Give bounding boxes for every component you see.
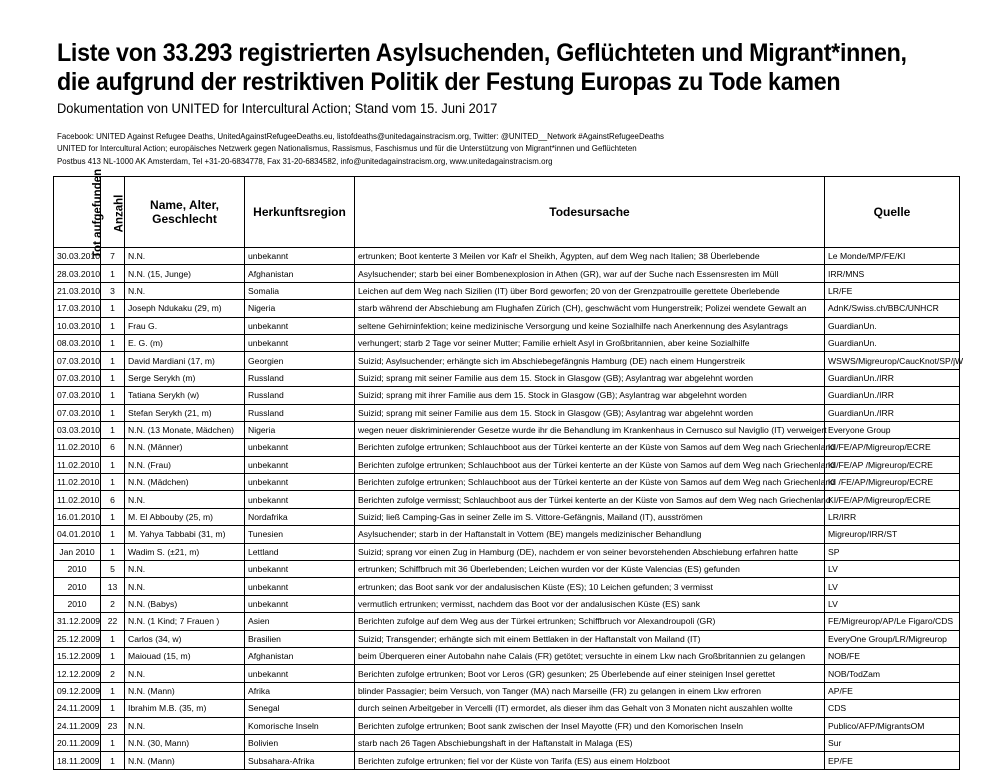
cell-source: Le Monde/MP/FE/KI — [825, 248, 960, 265]
cell-name: N.N. — [125, 248, 245, 265]
cell-date: 10.03.2010 — [54, 317, 101, 334]
table-row — [54, 248, 960, 265]
cell-cause: Berichten zufolge vermisst; Schlauchboot aus der Türkei kenterte an der Küste von Samos auf dem Weg nach Griechenland — [355, 491, 825, 508]
table-header-row — [54, 177, 960, 248]
cell-region: Georgien — [245, 352, 355, 369]
cell-source: LR/IRR — [825, 508, 960, 525]
cell-date: 11.02.2010 — [54, 456, 101, 473]
table-row — [54, 613, 960, 630]
cell-cause: ertrunken; Schiffbruch mit 36 Überlebenden; Leichen wurden vor der Küste Valencias (ES) gefunden — [355, 561, 825, 578]
cell-count: 23 — [101, 717, 125, 734]
cell-source: GuardianUn. — [825, 334, 960, 351]
cell-cause: vermutlich ertrunken; vermisst, nachdem das Boot vor der andalusischen Küste (ES) sank — [355, 595, 825, 612]
cell-source: CDS — [825, 700, 960, 717]
cell-name: N.N. — [125, 578, 245, 595]
header-source: Quelle — [825, 177, 960, 248]
cell-region: Nigeria — [245, 300, 355, 317]
table-row — [54, 508, 960, 525]
cell-count: 1 — [101, 300, 125, 317]
cell-count: 1 — [101, 334, 125, 351]
cell-count: 5 — [101, 561, 125, 578]
document-subtitle: Dokumentation von UNITED for Intercultural Action; Stand vom 15. Juni 2017 — [57, 100, 498, 116]
cell-cause: starb während der Abschiebung am Flughafen Zürich (CH), geschwächt vom Hungerstreik; Polizei wendete Gewalt an — [355, 300, 825, 317]
cell-name: N.N. (Mädchen) — [125, 474, 245, 491]
cell-date: 28.03.2010 — [54, 265, 101, 282]
table-row — [54, 734, 960, 751]
cell-source: Publico/AFP/MigrantsOM — [825, 717, 960, 734]
cell-region: Bolivien — [245, 734, 355, 751]
cell-date: 20.11.2009 — [54, 734, 101, 751]
table-row — [54, 491, 960, 508]
cell-count: 3 — [101, 282, 125, 299]
cell-region: Afrika — [245, 682, 355, 699]
cell-cause: durch seinen Arbeitgeber in Vercelli (IT) ermordet, als dieser ihm das Gehalt von 3 Monaten nicht auszahlen wollte — [355, 700, 825, 717]
cell-count: 1 — [101, 352, 125, 369]
table-row — [54, 561, 960, 578]
cell-source: FE/Migreurop/AP/Le Figaro/CDS — [825, 613, 960, 630]
cell-source: EP/FE — [825, 752, 960, 769]
cell-source: NOB/TodZam — [825, 665, 960, 682]
table-row — [54, 265, 960, 282]
cell-source: LR/FE — [825, 282, 960, 299]
cell-region: unbekannt — [245, 317, 355, 334]
cell-cause: beim Überqueren einer Autobahn nahe Calais (FR) getötet; versuchte in einem Lkw nach Großbritannien zu gelangen — [355, 647, 825, 664]
cell-count: 1 — [101, 630, 125, 647]
cell-count: 1 — [101, 421, 125, 438]
cell-region: Russland — [245, 387, 355, 404]
cell-count: 1 — [101, 700, 125, 717]
cell-cause: Suizid; ließ Camping-Gas in seiner Zelle im S. Vittore-Gefängnis, Mailand (IT), ausströmen — [355, 508, 825, 525]
contact-info-line-2: UNITED for Intercultural Action; europäisches Netzwerk gegen Nationalismus, Rassismus, Faschismus und für die Unterstützung von Migrant*innen und Geflüchteten — [57, 143, 637, 154]
cell-region: Russland — [245, 404, 355, 421]
header-count: Anzahl — [101, 177, 125, 248]
cell-name: Wadim S. (±21, m) — [125, 543, 245, 560]
cell-region: Somalia — [245, 282, 355, 299]
table-row — [54, 647, 960, 664]
cell-count: 1 — [101, 752, 125, 769]
cell-source: GuardianUn./IRR — [825, 404, 960, 421]
table-row — [54, 317, 960, 334]
cell-name: David Mardiani (17, m) — [125, 352, 245, 369]
cell-region: unbekannt — [245, 491, 355, 508]
table-row — [54, 282, 960, 299]
table-body — [54, 248, 964, 770]
cell-date: 2010 — [54, 561, 101, 578]
cell-cause: Suizid; sprang mit ihrer Familie aus dem 15. Stock in Glasgow (GB); Asylantrag war abgelehnt worden — [355, 387, 825, 404]
cell-region: Brasilien — [245, 630, 355, 647]
cell-date: 03.03.2010 — [54, 421, 101, 438]
cell-cause: verhungert; starb 2 Tage vor seiner Mutter; Familie erhielt Asyl in Großbritannien, aber keine Sozialhilfe — [355, 334, 825, 351]
cell-name: Stefan Serykh (21, m) — [125, 404, 245, 421]
cell-date: 21.03.2010 — [54, 282, 101, 299]
cell-region: Senegal — [245, 700, 355, 717]
table-row — [54, 387, 960, 404]
table-row — [54, 752, 960, 769]
cell-region: Nigeria — [245, 421, 355, 438]
cell-source: KI /FE/AP/Migreurop/ECRE — [825, 474, 960, 491]
cell-region: unbekannt — [245, 578, 355, 595]
cell-name: N.N. — [125, 717, 245, 734]
cell-region: unbekannt — [245, 474, 355, 491]
cell-date: 11.02.2010 — [54, 491, 101, 508]
cell-cause: Suizid; Asylsuchender; erhängte sich im Abschiebegefängnis Hamburg (DE) nach einem Hungerstreik — [355, 352, 825, 369]
table-row — [54, 665, 960, 682]
cell-count: 1 — [101, 317, 125, 334]
cell-name: N.N. (30, Mann) — [125, 734, 245, 751]
cell-count: 1 — [101, 474, 125, 491]
table-row — [54, 630, 960, 647]
cell-cause: blinder Passagier; beim Versuch, von Tanger (MA) nach Marseille (FR) zu gelangen in einem Lkw erfroren — [355, 682, 825, 699]
cell-region: unbekannt — [245, 334, 355, 351]
cell-name: N.N. (Mann) — [125, 682, 245, 699]
table-row — [54, 474, 960, 491]
cell-region: unbekannt — [245, 561, 355, 578]
cell-region: Russland — [245, 369, 355, 386]
cell-date: 16.01.2010 — [54, 508, 101, 525]
cell-date: 11.02.2010 — [54, 439, 101, 456]
cell-count: 1 — [101, 526, 125, 543]
header-date: Tot aufgefunden — [54, 177, 101, 248]
cell-date: 15.12.2009 — [54, 647, 101, 664]
cell-date: 12.12.2009 — [54, 665, 101, 682]
table-row — [54, 421, 960, 438]
cell-name: N.N. — [125, 665, 245, 682]
cell-region: Afghanistan — [245, 647, 355, 664]
cell-date: 31.12.2009 — [54, 613, 101, 630]
cell-source: Migreurop/IRR/ST — [825, 526, 960, 543]
cell-region: unbekannt — [245, 665, 355, 682]
cell-name: N.N. (13 Monate, Mädchen) — [125, 421, 245, 438]
cell-count: 1 — [101, 456, 125, 473]
header-region: Herkunftsregion — [245, 177, 355, 248]
cell-name: Frau G. — [125, 317, 245, 334]
cell-name: N.N. (Männer) — [125, 439, 245, 456]
cell-cause: Berichten zufolge ertrunken; Schlauchboot aus der Türkei kenterte an der Küste von Samos auf dem Weg nach Griechenland — [355, 474, 825, 491]
cell-cause: starb nach 26 Tagen Abschiebungshaft in der Haftanstalt in Malaga (ES) — [355, 734, 825, 751]
table-row — [54, 369, 960, 386]
cell-source: KI/FE/AP /Migreurop/ECRE — [825, 456, 960, 473]
cell-name: Carlos (34, w) — [125, 630, 245, 647]
table-row — [54, 404, 960, 421]
cell-cause: Berichten zufolge ertrunken; Schlauchboot aus der Türkei kenterte an der Küste von Samos auf dem Weg nach Griechenland — [355, 439, 825, 456]
cell-date: 04.01.2010 — [54, 526, 101, 543]
cell-cause: Suizid; sprang vor einen Zug in Hamburg (DE), nachdem er von seiner bevorstehenden Abschiebung erfahren hatte — [355, 543, 825, 560]
cell-region: Komorische Inseln — [245, 717, 355, 734]
cell-source: LV — [825, 578, 960, 595]
cell-source: KI/FE/AP/Migreurop/ECRE — [825, 491, 960, 508]
cell-cause: seltene Gehirninfektion; keine medizinische Versorgung und keine Sozialhilfe nach Anerkennung des Asylantrags — [355, 317, 825, 334]
table-row — [54, 300, 960, 317]
cell-count: 6 — [101, 439, 125, 456]
cell-count: 1 — [101, 508, 125, 525]
cell-cause: Suizid; sprang mit seiner Familie aus dem 15. Stock in Glasgow (GB); Asylantrag war abgelehnt worden — [355, 369, 825, 386]
cell-name: Joseph Ndukaku (29, m) — [125, 300, 245, 317]
cell-region: unbekannt — [245, 595, 355, 612]
deaths-table — [53, 168, 964, 770]
cell-cause: ertrunken; das Boot sank vor der andalusischen Küste (ES); 10 Leichen gefunden; 3 vermisst — [355, 578, 825, 595]
table-row — [54, 334, 960, 351]
cell-count: 1 — [101, 682, 125, 699]
cell-name: N.N. (Mann) — [125, 752, 245, 769]
cell-cause: Berichten zufolge ertrunken; fiel vor der Küste von Tarifa (ES) aus einem Holzboot — [355, 752, 825, 769]
cell-name: Tatiana Serykh (w) — [125, 387, 245, 404]
cell-name: E. G. (m) — [125, 334, 245, 351]
cell-date: 11.02.2010 — [54, 474, 101, 491]
cell-name: N.N. — [125, 282, 245, 299]
cell-source: IRR/MNS — [825, 265, 960, 282]
cell-region: Nordafrika — [245, 508, 355, 525]
contact-info — [57, 130, 664, 167]
cell-name: M. Yahya Tabbabi (31, m) — [125, 526, 245, 543]
contact-info-line-3: Postbus 413 NL-1000 AK Amsterdam, Tel +31-20-6834778, Fax 31-20-6834582, info@unitedagainstracism.org, www.unitedagainstracism.org — [57, 155, 553, 166]
cell-source: LV — [825, 595, 960, 612]
cell-date: 07.03.2010 — [54, 369, 101, 386]
cell-count: 2 — [101, 595, 125, 612]
cell-source: EveryOne Group/LR/Migreurop — [825, 630, 960, 647]
cell-source: Sur — [825, 734, 960, 751]
cell-count: 1 — [101, 387, 125, 404]
cell-count: 6 — [101, 491, 125, 508]
table-row — [54, 595, 960, 612]
cell-source: KI/FE/AP/Migreurop/ECRE — [825, 439, 960, 456]
table-row — [54, 439, 960, 456]
cell-cause: Suizid; sprang mit seiner Familie aus dem 15. Stock in Glasgow (GB); Asylantrag war abgelehnt worden — [355, 404, 825, 421]
cell-count: 1 — [101, 265, 125, 282]
cell-date: 08.03.2010 — [54, 334, 101, 351]
cell-count: 22 — [101, 613, 125, 630]
cell-cause: Leichen auf dem Weg nach Sizilien (IT) über Bord geworfen; 20 von der Grenzpatrouille gerettete Überlebende — [355, 282, 825, 299]
cell-source: GuardianUn./IRR — [825, 369, 960, 386]
table-row — [54, 543, 960, 560]
contact-info-line-1: Facebook: UNITED Against Refugee Deaths, UnitedAgainstRefugeeDeaths.eu, listofdeaths@unitedagainstracism.org, Twitter: @UNITED__Network #AgainstRefugeeDeaths — [57, 131, 664, 141]
cell-region: Lettland — [245, 543, 355, 560]
cell-region: unbekannt — [245, 456, 355, 473]
cell-source: Everyone Group — [825, 421, 960, 438]
cell-count: 1 — [101, 647, 125, 664]
cell-cause: Berichten zufolge ertrunken; Schlauchboot aus der Türkei kenterte an der Küste von Samos auf dem Weg nach Griechenland — [355, 456, 825, 473]
cell-date: 2010 — [54, 595, 101, 612]
cell-date: 18.11.2009 — [54, 752, 101, 769]
cell-date: 09.12.2009 — [54, 682, 101, 699]
cell-region: unbekannt — [245, 439, 355, 456]
table-row — [54, 578, 960, 595]
cell-date: 07.03.2010 — [54, 404, 101, 421]
cell-cause: Berichten zufolge ertrunken; Boot sank zwischen der Insel Mayotte (FR) und den Komorischen Inseln — [355, 717, 825, 734]
header-name: Name, Alter, Geschlecht — [125, 177, 245, 248]
cell-count: 13 — [101, 578, 125, 595]
cell-name: N.N. — [125, 491, 245, 508]
cell-cause: Berichten zufolge auf dem Weg aus der Türkei ertrunken; Schiffbruch vor Alexandroupoli (GR) — [355, 613, 825, 630]
cell-count: 1 — [101, 404, 125, 421]
cell-count: 2 — [101, 665, 125, 682]
cell-name: M. El Abbouby (25, m) — [125, 508, 245, 525]
cell-cause: Asylsuchender; starb in der Haftanstalt in Vottem (BE) mangels medizinischer Behandlung — [355, 526, 825, 543]
table-row — [54, 526, 960, 543]
cell-region: Subsahara-Afrika — [245, 752, 355, 769]
title-line-2: die aufgrund der restriktiven Politik der Festung Europas zu Tode kamen — [57, 68, 841, 96]
cell-cause: wegen neuer diskriminierender Gesetze wurde ihr die Behandlung im Krankenhaus in Cernusco sul Naviglio (IT) verweigert — [355, 421, 825, 438]
cell-source: AdnK/Swiss.ch/BBC/UNHCR — [825, 300, 960, 317]
cell-source: LV — [825, 561, 960, 578]
cell-date: 24.11.2009 — [54, 717, 101, 734]
cell-date: 17.03.2010 — [54, 300, 101, 317]
cell-count: 7 — [101, 248, 125, 265]
cell-date: 2010 — [54, 578, 101, 595]
table-row — [54, 352, 960, 369]
cell-date: Jan 2010 — [54, 543, 101, 560]
cell-source: GuardianUn./IRR — [825, 387, 960, 404]
cell-count: 1 — [101, 734, 125, 751]
cell-source: WSWS/Migreurop/CaucKnot/SP/jW — [825, 352, 960, 369]
table-row — [54, 700, 960, 717]
cell-count: 1 — [101, 369, 125, 386]
cell-date: 07.03.2010 — [54, 352, 101, 369]
cell-name: N.N. (Babys) — [125, 595, 245, 612]
cell-region: Tunesien — [245, 526, 355, 543]
cell-date: 25.12.2009 — [54, 630, 101, 647]
cell-name: N.N. — [125, 561, 245, 578]
document-title — [57, 39, 931, 97]
header-cause: Todesursache — [355, 177, 825, 248]
cell-name: N.N. (1 Kind; 7 Frauen ) — [125, 613, 245, 630]
cell-name: Maiouad (15, m) — [125, 647, 245, 664]
cell-cause: Asylsuchender; starb bei einer Bombenexplosion in Athen (GR), war auf der Suche nach Essensresten im Müll — [355, 265, 825, 282]
table-row — [54, 717, 960, 734]
cell-region: Asien — [245, 613, 355, 630]
cell-source: SP — [825, 543, 960, 560]
cell-source: AP/FE — [825, 682, 960, 699]
cell-region: Afghanistan — [245, 265, 355, 282]
cell-date: 07.03.2010 — [54, 387, 101, 404]
cell-date: 30.03.2010 — [54, 248, 101, 265]
table-row — [54, 682, 960, 699]
cell-source: GuardianUn. — [825, 317, 960, 334]
cell-name: N.N. (15, Junge) — [125, 265, 245, 282]
cell-name: Serge Serykh (m) — [125, 369, 245, 386]
cell-name: N.N. (Frau) — [125, 456, 245, 473]
title-line-1: Liste von 33.293 registrierten Asylsuchenden, Geflüchteten und Migrant*innen, — [57, 39, 907, 67]
cell-source: NOB/FE — [825, 647, 960, 664]
cell-region: unbekannt — [245, 248, 355, 265]
cell-cause: Suizid; Transgender; erhängte sich mit einem Bettlaken in der Haftanstalt von Mailand (IT) — [355, 630, 825, 647]
cell-name: Ibrahim M.B. (35, m) — [125, 700, 245, 717]
cell-count: 1 — [101, 543, 125, 560]
table-row — [54, 456, 960, 473]
cell-cause: ertrunken; Boot kenterte 3 Meilen vor Kafr el Sheikh, Ägypten, auf dem Weg nach Italien; 38 Überlebende — [355, 248, 825, 265]
cell-cause: Berichten zufolge ertrunken; Boot vor Leros (GR) gesunken; 25 Überlebende auf einer steinigen Insel gerettet — [355, 665, 825, 682]
cell-date: 24.11.2009 — [54, 700, 101, 717]
